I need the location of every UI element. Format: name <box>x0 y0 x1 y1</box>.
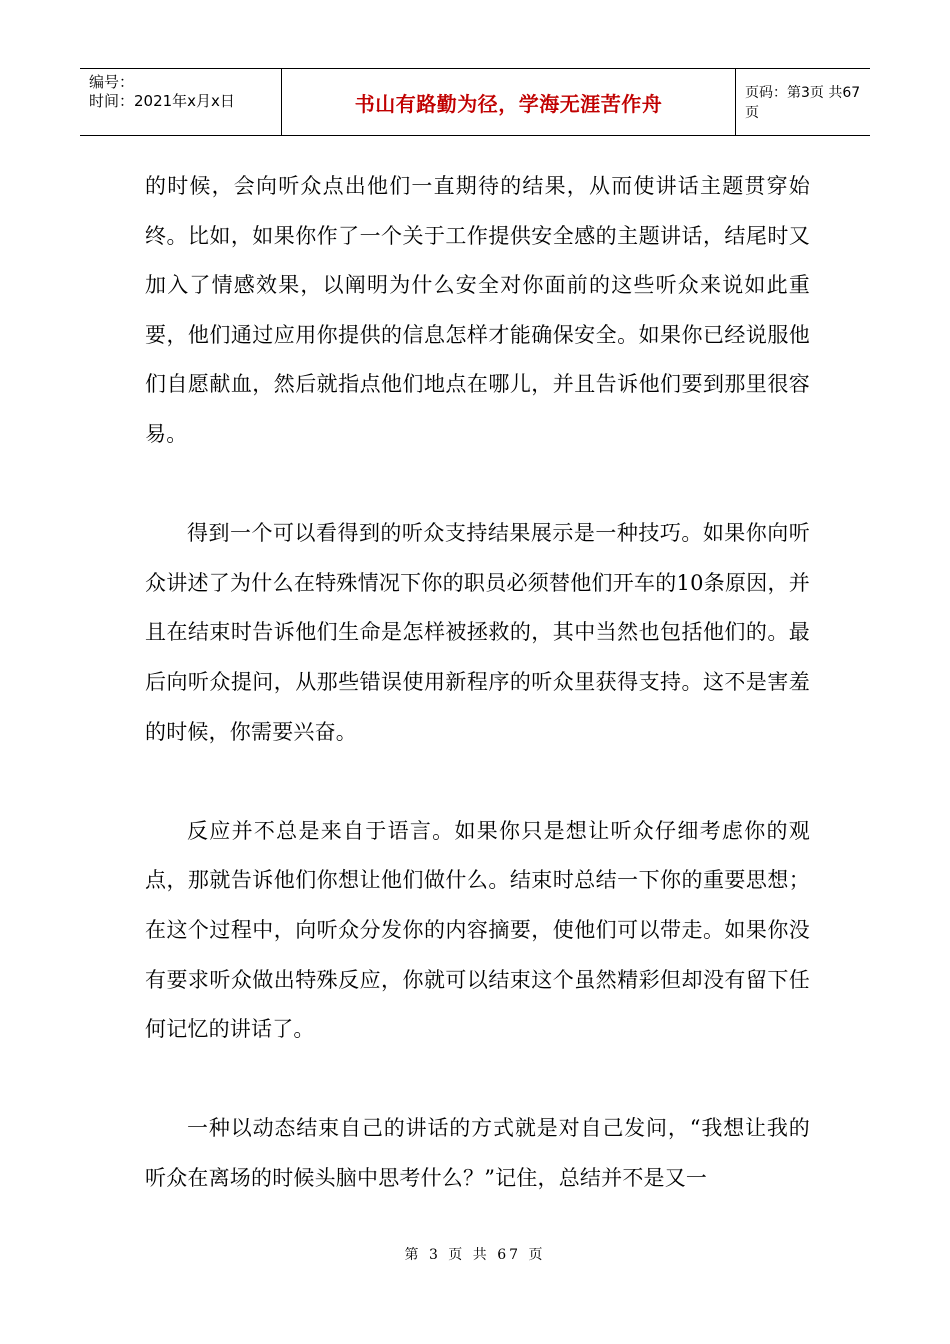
serial-label: 编号： <box>89 73 135 91</box>
document-header <box>80 68 870 136</box>
page-footer: 第 3 页 共 67 页 <box>404 1247 546 1263</box>
document-body <box>145 162 810 1253</box>
time-label: 时间：2021年x月x日 <box>89 92 235 110</box>
paragraph: 的时候，会向听众点出他们一直期待的结果，从而使讲话主题贯穿始终。比如，如果你作了一个关于工作提供安全感的主题讲话，结尾时又加入了情感效果，以阐明为什么安全对你面前的这些听众来说如此重要，他们通过应用你提供的信息怎样才能确保安全。如果你已经说服他们自愿献血，然后就指点他们地点在哪儿，并且告诉他们要到那里很容易。 <box>145 174 810 446</box>
header-motto: 书山有路勤为径，学海无涯苦作舟 <box>354 91 663 116</box>
paragraph: 得到一个可以看得到的听众支持结果展示是一种技巧。如果你向听众讲述了为什么在特殊情况下你的职员必须替他们开车的10条原因，并且在结束时告诉他们生命是怎样被拯救的，其中当然也包括他们的。最后向听众提问，从那些错误使用新程序的听众里获得支持。这不是害羞的时候，你需要兴奋。 <box>145 521 810 744</box>
paragraph: 反应并不总是来自于语言。如果你只是想让听众仔细考虑你的观点，那就告诉他们你想让他们做什么。结束时总结一下你的重要思想；在这个过程中，向听众分发你的内容摘要，使他们可以带走。如果你没有要求听众做出特殊反应，你就可以结束这个虽然精彩但却没有留下任何记忆的讲话了。 <box>145 818 810 1042</box>
header-page-info: 页码：第3页 共67页 <box>745 85 861 121</box>
header-motto-cell <box>282 69 736 135</box>
header-meta <box>80 69 282 135</box>
paragraph: 一种以动态结束自己的讲话的方式就是对自己发问，“我想让我的听众在离场的时候头脑中思考什么？”记住，总结并不是又一 <box>145 1116 810 1190</box>
